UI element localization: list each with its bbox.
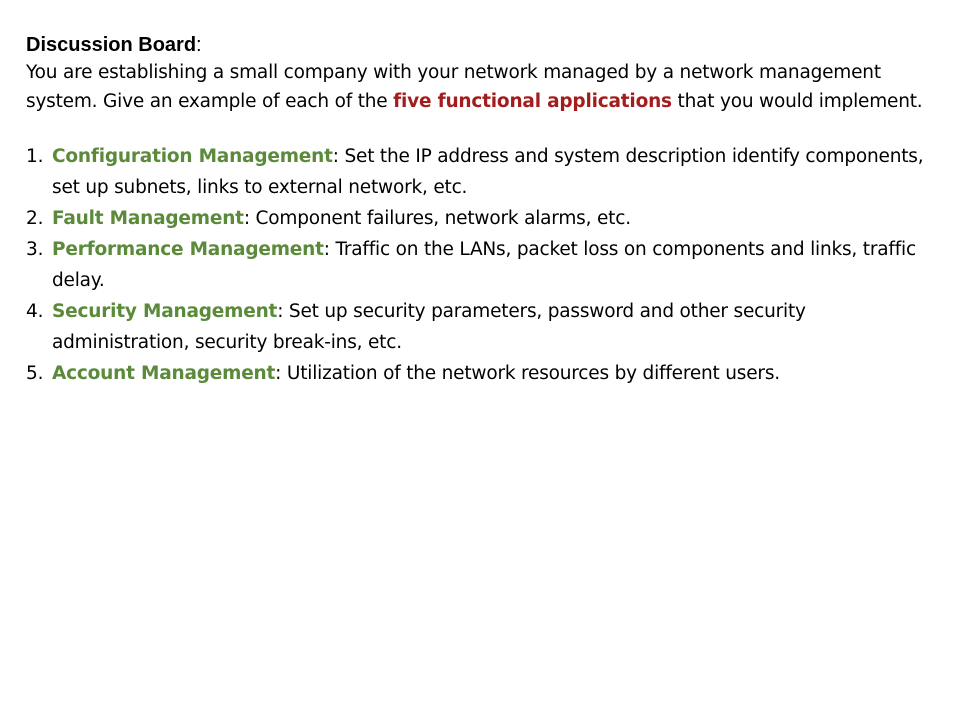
prompt-before: You are establishing a small company with your network managed by a network management system. Give an example of each of the (26, 62, 881, 112)
item-text: Component failures, network alarms, etc. (249, 208, 631, 229)
item-number: 4. (26, 301, 44, 322)
answers-list (26, 141, 946, 389)
list-item (26, 234, 946, 296)
item-number: 3. (26, 239, 44, 260)
prompt-after: that you would implement. (671, 91, 923, 112)
item-separator: : (332, 146, 339, 167)
list-item (26, 296, 946, 358)
discussion-heading (26, 32, 946, 58)
list-item (26, 141, 946, 203)
item-text: Traffic on the LANs, packet loss on components and links, traffic delay. (52, 239, 916, 291)
item-separator: : (323, 239, 330, 260)
heading-colon: : (196, 34, 202, 56)
discussion-prompt (26, 58, 946, 116)
item-number: 2. (26, 208, 44, 229)
slide-content (26, 32, 946, 389)
item-number: 5. (26, 363, 44, 384)
list-item (26, 358, 946, 389)
item-term: Performance Management (52, 239, 324, 260)
list-item (26, 203, 946, 234)
item-separator: : (243, 208, 250, 229)
item-number: 1. (26, 146, 44, 167)
item-text: Set the IP address and system description identify components, set up subnets, links to external network, etc. (52, 146, 924, 198)
heading-bold-text: Discussion Board (26, 34, 197, 56)
item-text: Utilization of the network resources by different users. (281, 363, 780, 384)
item-term: Security Management (52, 301, 278, 322)
item-term: Account Management (52, 363, 276, 384)
item-separator: : (275, 363, 282, 384)
item-term: Fault Management (52, 208, 244, 229)
item-separator: : (277, 301, 284, 322)
item-term: Configuration Management (52, 146, 333, 167)
prompt-highlight: five functional applications (393, 91, 672, 112)
item-text: Set up security parameters, password and other security administration, security break-ins, etc. (52, 301, 806, 353)
